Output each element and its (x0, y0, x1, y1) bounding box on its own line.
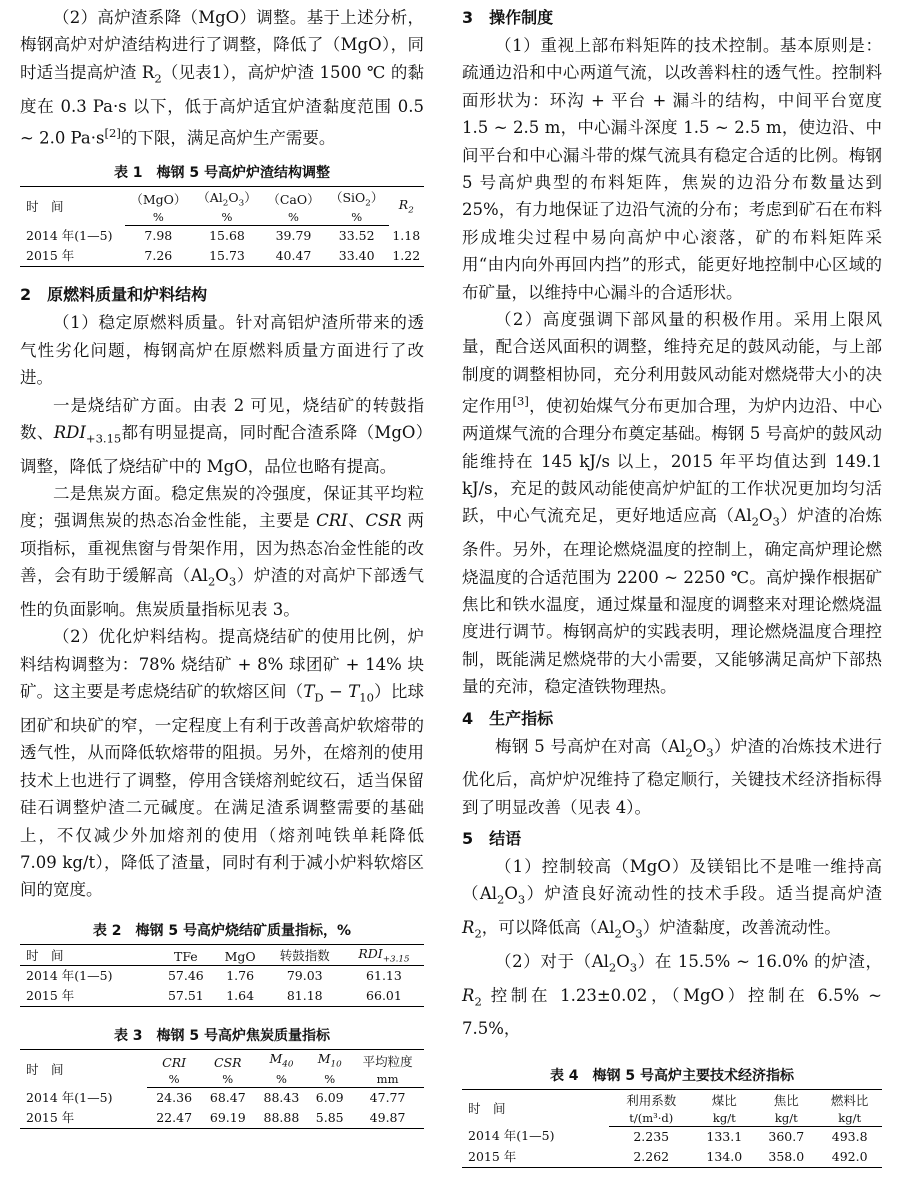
table3-coke-quality (20, 1049, 424, 1129)
table3-header-cri: CRI (162, 1054, 187, 1070)
table-cell: 134.0 (706, 1148, 743, 1164)
table-cell: 2015 年 (26, 988, 75, 1004)
table4-technical-economic-indicators (462, 1089, 882, 1168)
table-cell: 39.79 (275, 228, 312, 244)
table3-unit-pct: % (147, 1071, 201, 1088)
table1-header-sio2: （SiO$_2$） (329, 189, 384, 209)
table-cell: 47.77 (369, 1089, 406, 1105)
table3-unit-pct: % (308, 1071, 351, 1088)
paragraph-slag-adjustment: （2）高炉渣系降（MgO）调整。基于上述分析，梅钢高炉对炉渣结构进行了调整，降低了（MgO），同时适当提高炉渣 $R_2$（见表1），高炉炉渣 1500 ℃ 的黏度在 0.3 Pa·s 以下，低于高炉适宜炉渣黏度范围 0.5 ~ 2.0 Pa·s[2]的下限，满足高炉生产需要。 (20, 8, 425, 148)
table-cell: 40.47 (275, 248, 312, 264)
table-row (20, 986, 424, 1007)
table-cell: 5.85 (315, 1109, 344, 1125)
table4-header-time: 时 间 (468, 1100, 506, 1116)
table-cell: 2.235 (633, 1128, 670, 1144)
paragraph-sinter: 一是烧结矿方面。由表 2 可见，烧结矿的转鼓指数、$RDI_{+3.15}$都有明显提高，同时配合渣系降（MgO）调整，降低了烧结矿中的 MgO，品位也略有提高。 (20, 395, 425, 476)
table-cell: 2.262 (633, 1148, 670, 1164)
table-cell: 6.09 (315, 1089, 344, 1105)
table4-caption: 表 4 梅钢 5 号高炉主要技术经济指标 (549, 1067, 795, 1084)
table1-header-r2: $R_2$ (398, 197, 414, 216)
table-cell: 1.18 (392, 228, 421, 244)
section-heading-3: 3 操作制度 (462, 8, 554, 27)
table-cell: 15.73 (209, 248, 245, 264)
table3-header-time: 时 间 (26, 1061, 64, 1077)
table-cell: 33.40 (338, 248, 375, 264)
table-cell: 7.98 (144, 228, 173, 244)
table-cell: 1.76 (226, 968, 255, 984)
paragraph-conclusion-2: （2）对于$(Al_2O_3)$在 15.5% ~ 16.0% 的炉渣，$R_2$ 控制在 1.23±0.02，（MgO）控制在 6.5% ~ 7.5%， (462, 951, 882, 1039)
table-cell: 88.43 (263, 1089, 300, 1105)
table-cell: 2015 年 (468, 1148, 517, 1164)
section-heading-5: 5 结语 (462, 829, 522, 849)
table3-unit-pct: % (201, 1071, 255, 1088)
table1-unit-pct: % (192, 209, 263, 226)
table-cell: 360.7 (768, 1128, 805, 1144)
table1-header-cao: （CaO） (267, 192, 320, 208)
table3-header-m10: $M_{10}$ (317, 1051, 342, 1070)
table4-unit-util: t/(m³·d) (609, 1110, 693, 1127)
table-cell: 2014 年(1—5) (26, 228, 113, 244)
table2-header-rdi: $RDI_{+3.15}$ (344, 944, 424, 966)
table-cell: 57.51 (167, 988, 204, 1004)
table-cell: 493.8 (831, 1128, 868, 1144)
table2-header-tfe: TFe (157, 944, 215, 966)
citation-ref: [3] (512, 394, 529, 409)
table1-unit-pct: % (325, 209, 389, 226)
table-cell: 2014 年(1—5) (26, 968, 113, 984)
table-cell: 57.46 (167, 968, 204, 984)
table3-header-csr: CSR (214, 1054, 242, 1070)
table-row (20, 246, 424, 267)
table3-caption: 表 3 梅钢 5 号高炉焦炭质量指标 (113, 1028, 331, 1045)
section-heading-4: 4 生产指标 (462, 708, 554, 728)
section-heading-2: 2 原燃料质量和炉料结构 (20, 285, 208, 305)
table2-header-drum-index: 转鼓指数 (266, 944, 344, 966)
table-cell: 492.0 (831, 1148, 868, 1164)
paragraph-burden-distribution: （1）重视上部布料矩阵的技术控制。基本原则是：疏通边沿和中心两道气流，以改善料柱的透气性。控制料面形状为：环沟 + 平台 + 漏斗的结构，中间平台宽度 1.5 ~ 2.5 m，中心漏斗深度 1.5 ~ 2.5 m，使边沿、中间平台和中心漏斗带的煤气流具有稳定合适的比例。梅钢 5 号高炉典型的布料矩阵，焦炭的边沿分布数量达到 25%，有力地保证了边沿气流的分布；考虑到矿石在布料形成堆尖过程中易向高炉中心滚落，矿的布料矩阵采用“由内向外再回内挡”的形式，能更好地控制中心区域的布矿量，以维持中心漏斗的合适形状。 (462, 36, 882, 302)
table-cell: 2014 年(1—5) (26, 1089, 113, 1105)
table-row (20, 226, 424, 247)
table4-header-utilization: 利用系数 (626, 1092, 677, 1108)
table1-unit-pct: % (262, 209, 325, 226)
table1-header-al2o3: $(Al_2O_3)$ (197, 189, 257, 209)
table-cell: 2015 年 (26, 1109, 75, 1125)
table-cell: 7.26 (144, 248, 173, 264)
table2-sinter-quality (20, 944, 424, 1008)
table-cell: 2014 年(1—5) (468, 1128, 555, 1144)
table-row (20, 966, 424, 987)
table-cell: 81.18 (286, 988, 323, 1004)
table3-unit-pct: % (255, 1071, 309, 1088)
table-cell: 1.22 (392, 248, 421, 264)
table-cell: 24.36 (156, 1089, 193, 1105)
citation-ref: [2] (104, 125, 121, 140)
table4-unit-kgt: kg/t (693, 1110, 755, 1127)
table1-header-time: 时 间 (26, 199, 64, 215)
table-cell: 33.52 (338, 228, 375, 244)
table4-header-coke-rate: 焦比 (773, 1092, 799, 1108)
table-cell: 61.13 (366, 968, 402, 984)
table1-header-mgo: （MgO） (130, 192, 187, 208)
paragraph-blast-volume: （2）高度强调下部风量的积极作用。采用上限风量，配合送风面积的调整，维持充足的鼓风动能，与上部制度的调整相协同，充分利用鼓风动能对燃烧带大小的决定作用[3]，使初始煤气分布更加合理，为炉内边沿、中心两道煤气流的合理分布奠定基础。梅钢 5 号高炉的鼓风动能维持在 145 kJ/s 以上，2015 年平均值达到 149.1 kJ/s，充足的鼓风动能使高炉炉缸的工作状况更加均匀活跃，中心气流充足，更好地适应高$(Al_2O_3)$炉渣的冶炼条件。另外，在理论燃烧温度的控制上，确定高炉理论燃烧温度的合适范围为 2200 ~ 2250 ℃。高炉操作根据矿焦比和铁水温度，通过煤量和湿度的调整来对理论燃烧温度进行调节。梅钢高炉的实践表明，理论燃烧温度合理控制，既能满足燃烧带的大小需要，又能够满足高炉下部热量的充沛，稳定渣铁物理热。 (462, 310, 883, 697)
table1-caption: 表 1 梅钢 5 号高炉炉渣结构调整 (113, 164, 331, 181)
table-cell: 2015 年 (26, 248, 75, 264)
paragraph-burden-structure: （2）优化炉料结构。提高烧结矿的使用比例，炉料结构调整为：78% 烧结矿 + 8% 球团矿 + 14% 块矿。这主要是考虑烧结矿的软熔区间$(T_D - T_{10})$比球团矿和块矿的窄，一定程度上有利于改善高炉软熔带的透气性，从而降低软熔带的阻损。另外，在熔剂的使用技术上也进行了调整，停用含镁熔剂蛇纹石，适当保留硅石调整炉渣二元碱度。在满足渣系调整需要的基础上，不仅减少外加熔剂的使用（熔剂吨铁单耗降低 7.09 kg/t），降低了渣量，同时有利于减小炉料软熔区间的宽度。 (20, 627, 425, 900)
table-cell: 15.68 (209, 228, 245, 244)
table4-header-coal-rate: 煤比 (711, 1092, 737, 1108)
table-cell: 133.1 (706, 1128, 743, 1144)
table4-unit-kgt: kg/t (817, 1110, 882, 1127)
paragraph-production-indicators: 梅钢 5 号高炉在对高$(Al_2O_3)$炉渣的冶炼技术进行优化后，高炉炉况维持了稳定顺行，关键技术经济指标得到了明显改善（见表 4）。 (462, 736, 883, 817)
paragraph-conclusion-1: （1）控制较高（MgO）及镁铝比不是唯一维持高$(Al_2O_3)$炉渣良好流动性的技术手段。适当提高炉渣 $R_2$，可以降低高$(Al_2O_3)$炉渣黏度，改善流动性。 (462, 857, 882, 941)
table2-caption: 表 2 梅钢 5 号高炉烧结矿质量指标，% (92, 922, 352, 939)
table-cell: 88.88 (263, 1109, 300, 1125)
table2-header-time: 时 间 (20, 944, 157, 966)
table-cell: 22.47 (156, 1109, 193, 1125)
table-cell: 49.87 (369, 1109, 406, 1125)
table-cell: 79.03 (286, 968, 323, 984)
table1-unit-pct: % (125, 209, 192, 226)
table3-header-m40: $M_{40}$ (269, 1051, 294, 1070)
right-column (462, 4, 882, 1168)
table-cell: 66.01 (366, 988, 402, 1004)
table-cell: 358.0 (768, 1148, 805, 1164)
table-cell: 1.64 (226, 988, 255, 1004)
table-row (462, 1126, 882, 1147)
left-column (20, 4, 424, 1129)
table1-slag-structure (20, 186, 424, 268)
table-cell: 69.19 (209, 1109, 246, 1125)
table-row (20, 1108, 424, 1129)
table2-header-mgo: MgO (215, 944, 266, 966)
table3-unit-mm: mm (351, 1071, 424, 1088)
table-row (20, 1087, 424, 1108)
table-cell: 68.47 (209, 1089, 246, 1105)
table4-header-fuel-rate: 燃料比 (830, 1092, 869, 1108)
table3-header-avg-size: 平均粒度 (362, 1053, 413, 1069)
table-row (462, 1147, 882, 1168)
table4-unit-kgt: kg/t (755, 1110, 817, 1127)
paragraph-raw-material-quality: （1）稳定原燃料质量。针对高铝炉渣所带来的透气性劣化问题，梅钢高炉在原燃料质量方面进行了改进。 (20, 313, 424, 388)
paragraph-coke: 二是焦炭方面。稳定焦炭的冷强度，保证其平均粒度；强调焦炭的热态冶金性能，主要是 CRI、CSR 两项指标，重视焦窗与骨架作用，因为热态冶金性能的改善，会有助于缓解高$(Al_2O_3)$炉渣的对高炉下部透气性的负面影响。焦炭质量指标见表 3。 (20, 484, 425, 619)
